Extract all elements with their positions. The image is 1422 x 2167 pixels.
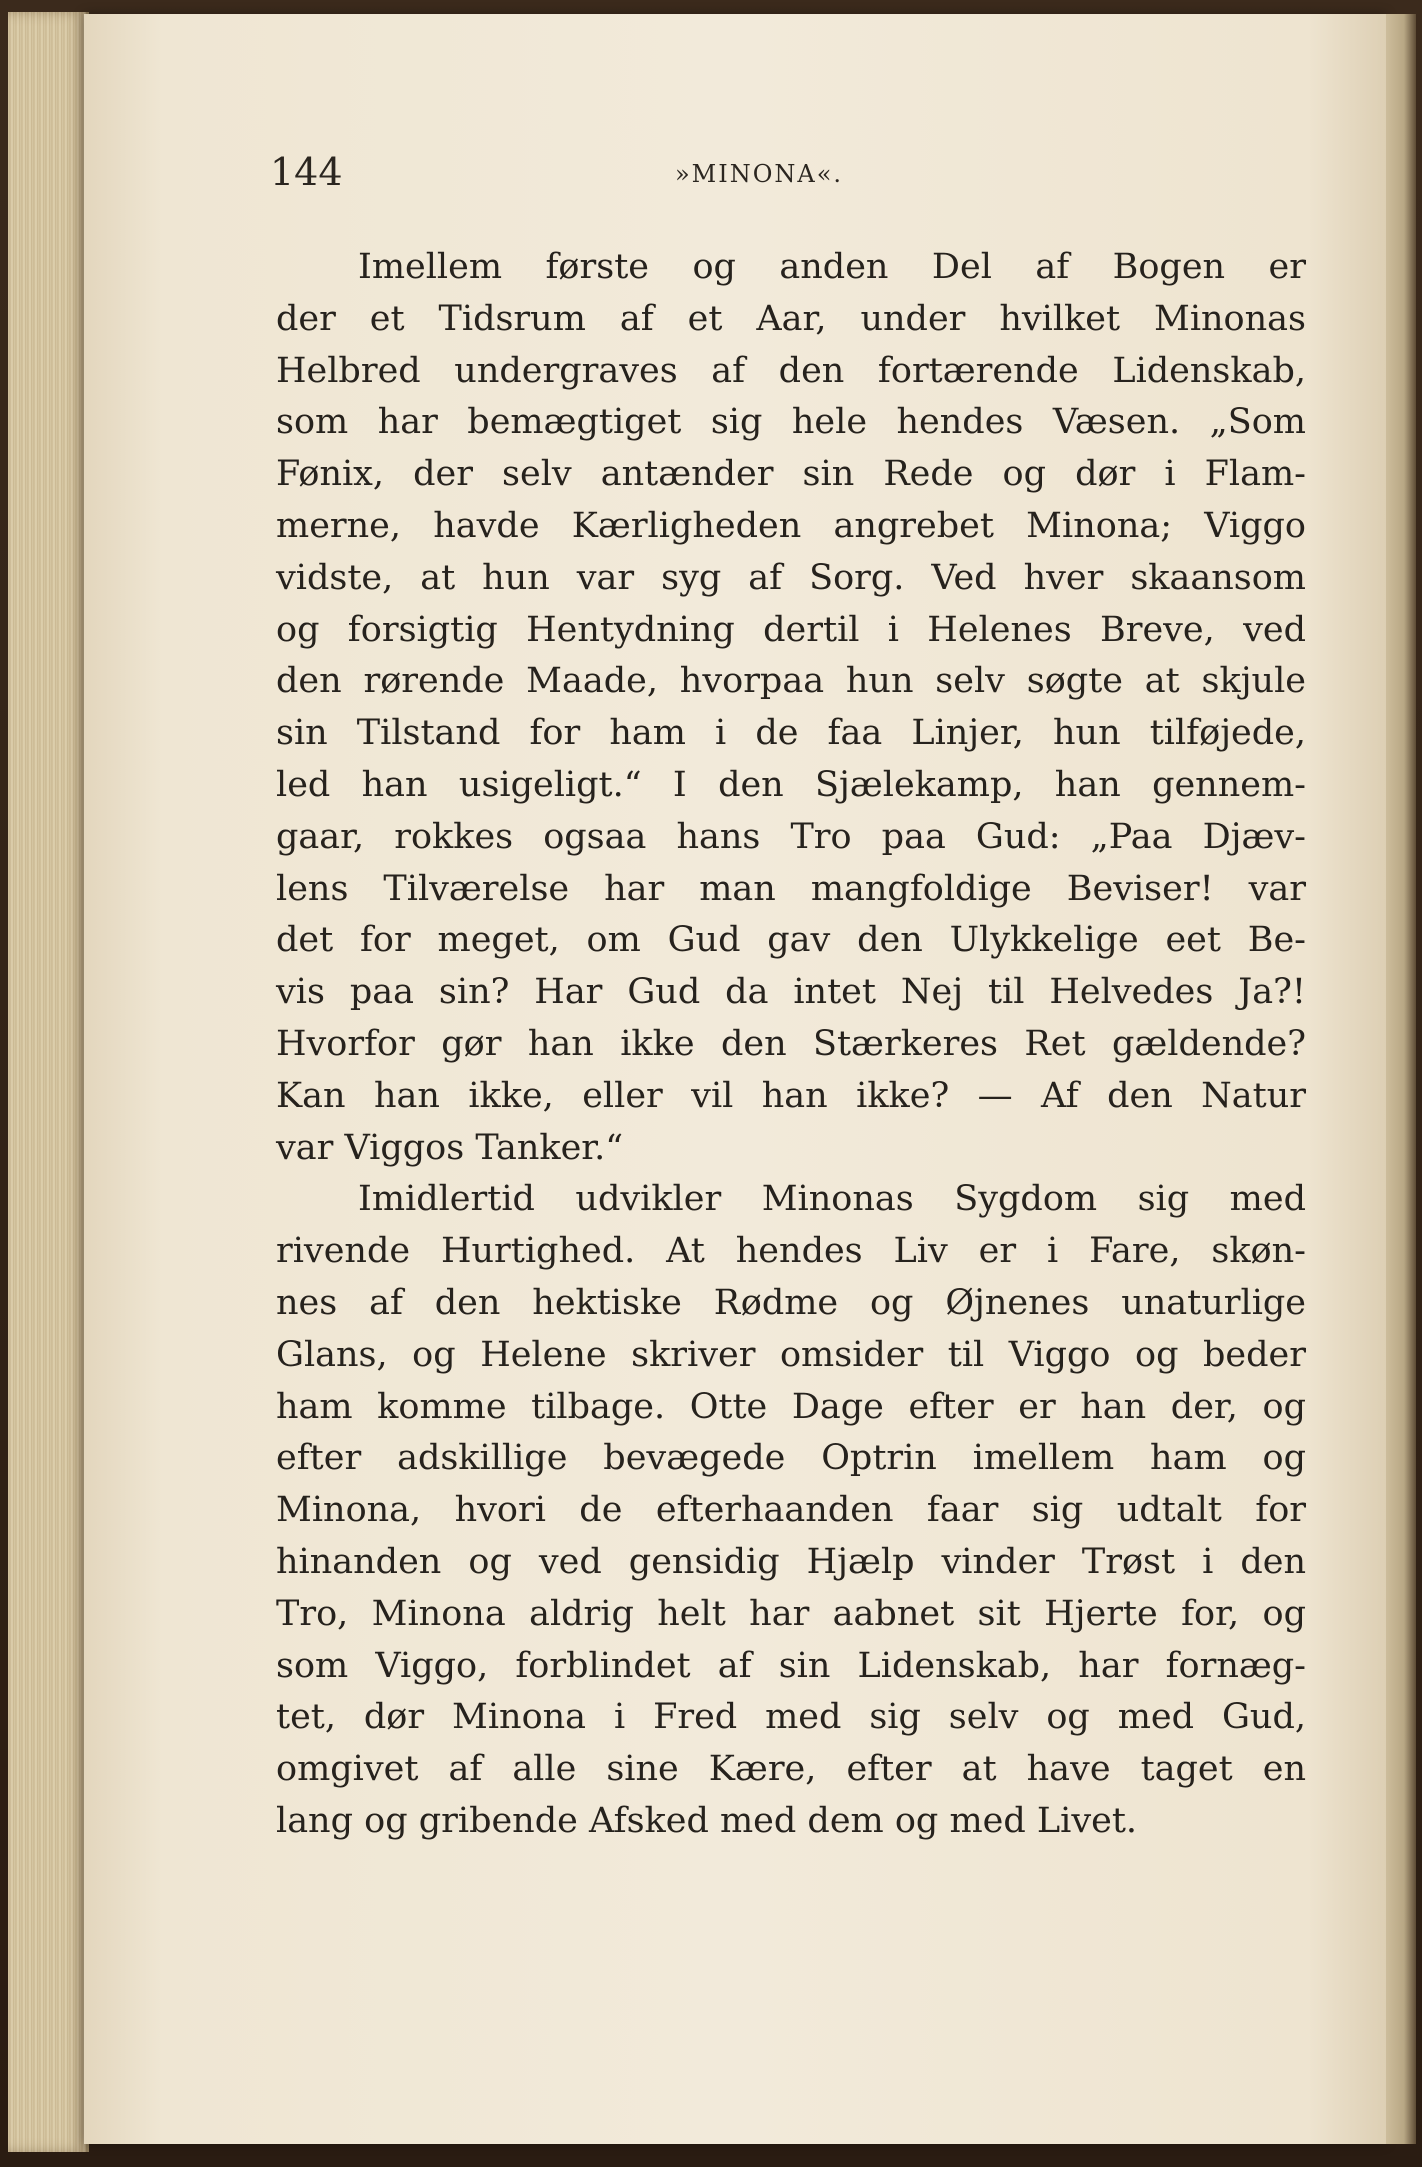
text-line: nes af den hektiske Rødme og Øjnenes unaturlige — [276, 1282, 1306, 1323]
text-line: Kan han ikke, eller vil han ikke? — Af den Natur — [276, 1075, 1306, 1116]
text-line: omgivet af alle sine Kære, efter at have taget en — [276, 1749, 1306, 1790]
text-line: led han usigeligt.“ I den Sjælekamp, han gennem- — [276, 764, 1306, 805]
text-line: tet, dør Minona i Fred med sig selv og med Gud, — [276, 1697, 1306, 1738]
text-line: vidste, at hun var syg af Sorg. Ved hver skaansom — [276, 557, 1306, 598]
text-line: Hvorfor gør han ikke den Stærkeres Ret gældende? — [276, 1023, 1306, 1064]
text-line: rivende Hurtighed. At hendes Liv er i Fare, skøn- — [276, 1231, 1306, 1272]
text-line: Glans, og Helene skriver omsider til Viggo og beder — [276, 1334, 1306, 1375]
text-line: Minona, hvori de efterhaanden faar sig udtalt for — [276, 1490, 1306, 1531]
page-right-edge — [1386, 14, 1416, 2144]
page-number: 144 — [270, 150, 343, 194]
text-line: vis paa sin? Har Gud da intet Nej til Helvedes Ja?! — [276, 972, 1306, 1013]
text-line: og forsigtig Hentydning dertil i Helenes Breve, ved — [276, 609, 1306, 650]
text-line: som Viggo, forblindet af sin Lidenskab, har fornæg- — [276, 1645, 1306, 1686]
text-line: efter adskillige bevægede Optrin imellem ham og — [276, 1438, 1306, 1479]
text-line: lens Tilværelse har man mangfoldige Beviser! var — [276, 868, 1306, 909]
text-line: Helbred undergraves af den fortærende Lidenskab, — [276, 350, 1306, 391]
text-line: gaar, rokkes ogsaa hans Tro paa Gud: „Paa Djæv- — [276, 816, 1306, 857]
text-line: Tro, Minona aldrig helt har aabnet sit Hjerte for, og — [276, 1593, 1306, 1634]
text-line: hinanden og ved gensidig Hjælp vinder Trøst i den — [276, 1541, 1306, 1582]
text-line: det for meget, om Gud gav den Ulykkelige eet Be- — [276, 920, 1306, 961]
page-stack-edge — [8, 12, 89, 2152]
text-line: den rørende Maade, hvorpaa hun selv søgte at skjule — [276, 661, 1306, 702]
text-line: ham komme tilbage. Otte Dage efter er han der, og — [276, 1386, 1306, 1427]
text-line: merne, havde Kærligheden angrebet Minona; Viggo — [276, 505, 1306, 546]
text-line: var Viggos Tanker.“ — [276, 1127, 624, 1168]
body-text — [276, 242, 1306, 1848]
text-line: som har bemægtiget sig hele hendes Væsen. „Som — [276, 402, 1306, 443]
running-title: »MINONA«. — [675, 160, 844, 188]
text-line: Fønix, der selv antænder sin Rede og dør i Flam- — [276, 454, 1306, 495]
text-line: lang og gribende Afsked med dem og med Livet. — [276, 1800, 1138, 1841]
text-line: der et Tidsrum af et Aar, under hvilket Minonas — [276, 298, 1306, 339]
text-line: Imellem første og anden Del af Bogen er — [358, 247, 1306, 287]
text-line: sin Tilstand for ham i de faa Linjer, hun tilføjede, — [276, 713, 1306, 754]
text-line: Imidlertid udvikler Minonas Sygdom sig med — [358, 1179, 1306, 1220]
running-head — [270, 150, 1270, 210]
